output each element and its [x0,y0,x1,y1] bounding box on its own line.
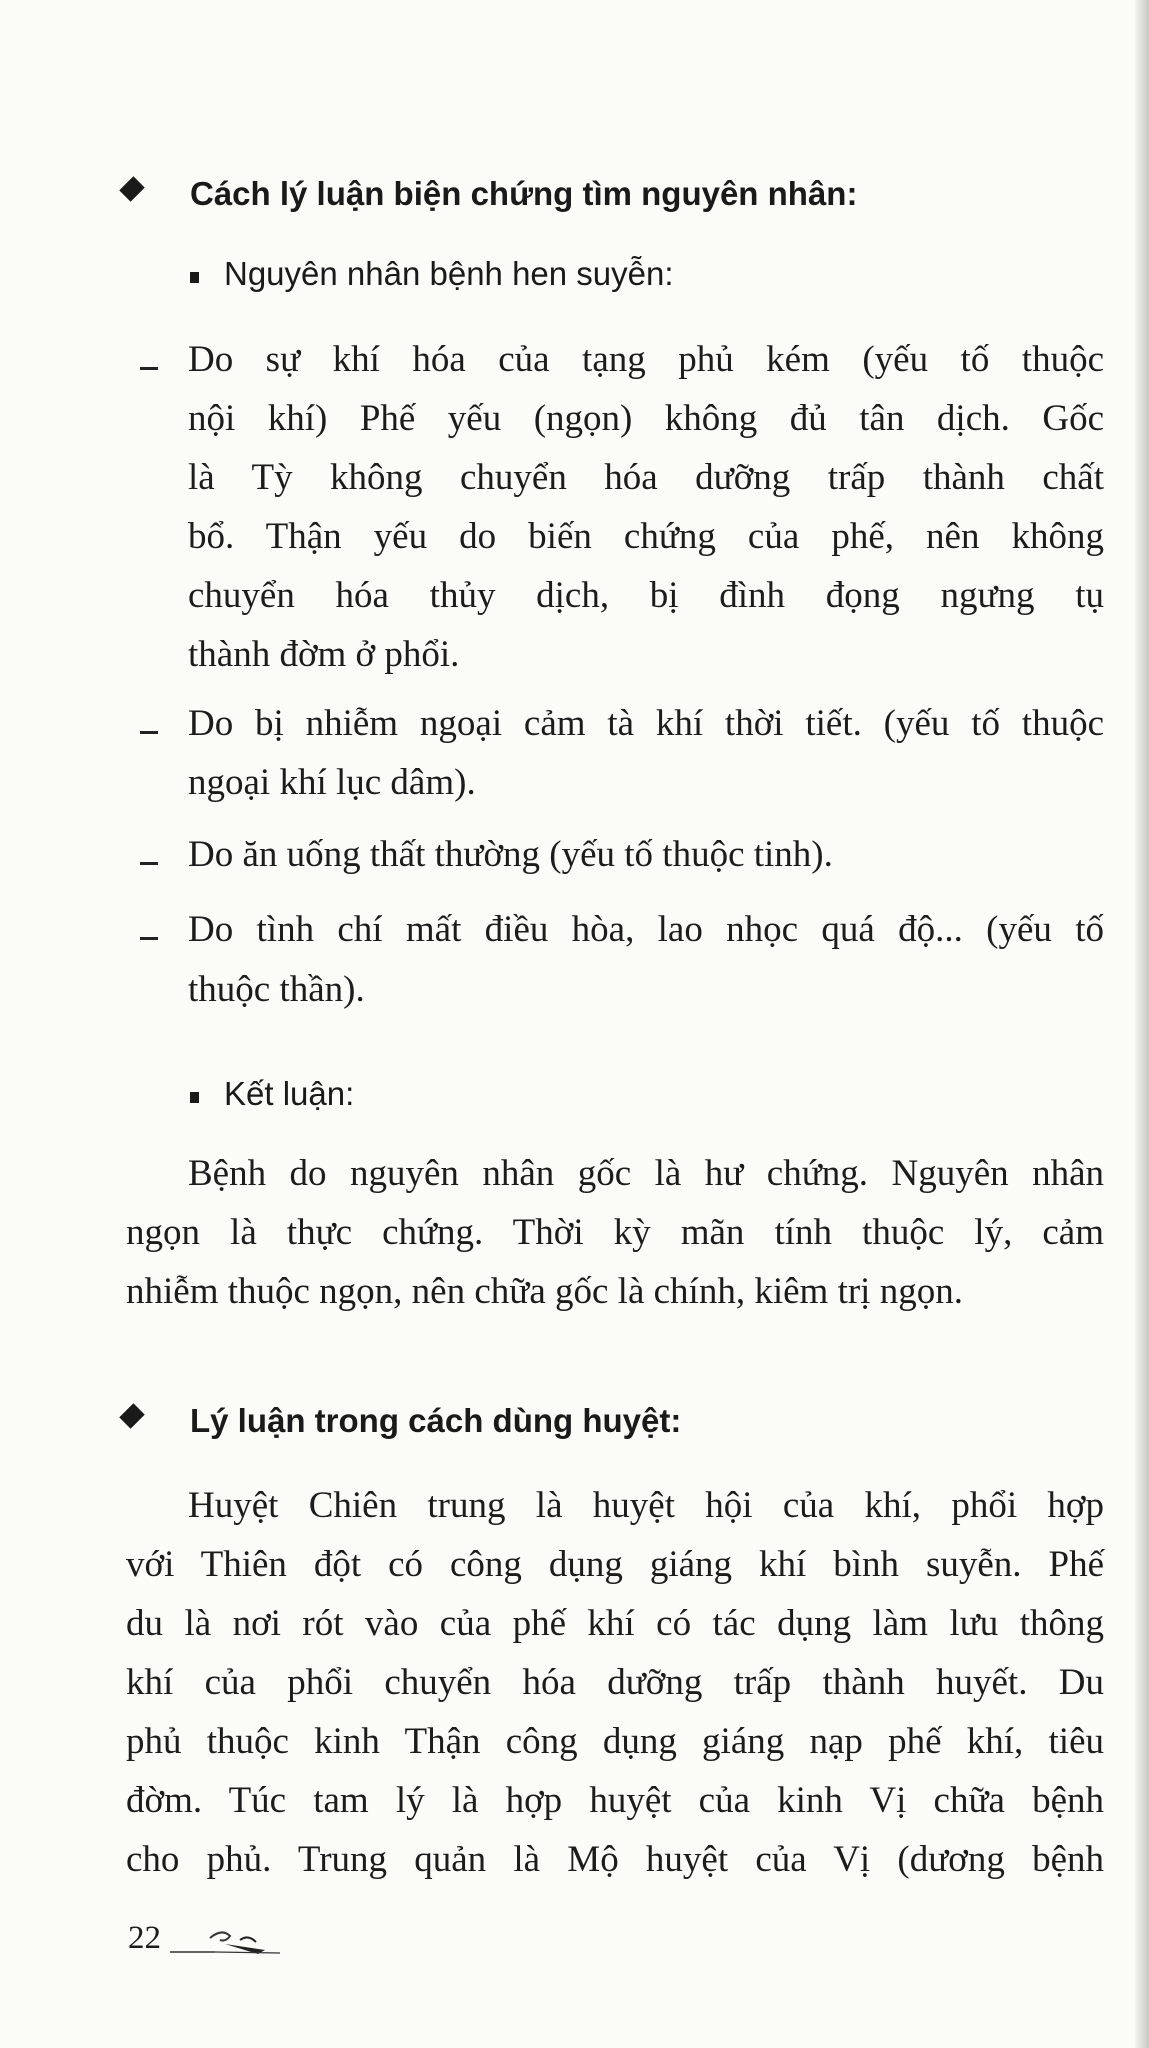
text-line: Huyệt Chiên trung là huyệt hội của khí, phổi hợp [188,1485,1104,1526]
pen-ornament-icon [170,1920,300,1960]
diamond-bullet-icon [119,176,144,201]
text-line: khí của phổi chuyển hóa dưỡng trấp thành huyết. Du [126,1662,1104,1703]
text-line: cho phủ. Trung quản là Mộ huyệt của Vị (dương bệnh [126,1839,1104,1880]
dash-bullet-icon [140,367,158,370]
dash-bullet-icon [140,731,158,734]
dash-bullet-icon [140,862,158,865]
square-bullet-icon [190,1092,199,1103]
text-line: nhiễm thuộc ngọn, nên chữa gốc là chính, kiêm trị ngọn. [126,1271,963,1312]
text-line: đờm. Túc tam lý là hợp huyệt của kinh Vị chữa bệnh [126,1780,1104,1821]
text-line: Do ăn uống thất thường (yếu tố thuộc tinh). [188,834,833,875]
text-line: Do tình chí mất điều hòa, lao nhọc quá độ... (yếu tố [188,909,1104,950]
text-line: Bệnh do nguyên nhân gốc là hư chứng. Nguyên nhân [188,1153,1104,1194]
text-line: nội khí) Phế yếu (ngọn) không đủ tân dịch. Gốc [188,398,1104,439]
text-line: ngọn là thực chứng. Thời kỳ mãn tính thuộc lý, cảm [126,1212,1104,1253]
dash-bullet-icon [140,937,158,940]
text-line: du là nơi rót vào của phế khí có tác dụng làm lưu thông [126,1603,1104,1644]
text-line: thành đờm ở phổi. [188,634,460,675]
square-bullet-icon [190,272,199,283]
diamond-bullet-icon [119,1403,144,1428]
text-line: với Thiên đột có công dụng giáng khí bình suyễn. Phế [126,1544,1104,1585]
text-line: phủ thuộc kinh Thận công dụng giáng nạp phế khí, tiêu [126,1721,1104,1762]
text-line: Do bị nhiễm ngoại cảm tà khí thời tiết. (yếu tố thuộc [188,703,1104,744]
text-line: là Tỳ không chuyển hóa dưỡng trấp thành chất [188,457,1104,498]
page-edge-shadow [1135,0,1149,2048]
text-line: ngoại khí lục dâm). [188,762,476,803]
page-number: 22 [128,1920,161,1956]
text-line: thuộc thần). [188,969,365,1010]
text-line: chuyển hóa thủy dịch, bị đình đọng ngưng tụ [188,575,1104,616]
text-line: Do sự khí hóa của tạng phủ kém (yếu tố thuộc [188,339,1104,380]
text-line: bổ. Thận yếu do biến chứng của phế, nên không [188,516,1104,557]
